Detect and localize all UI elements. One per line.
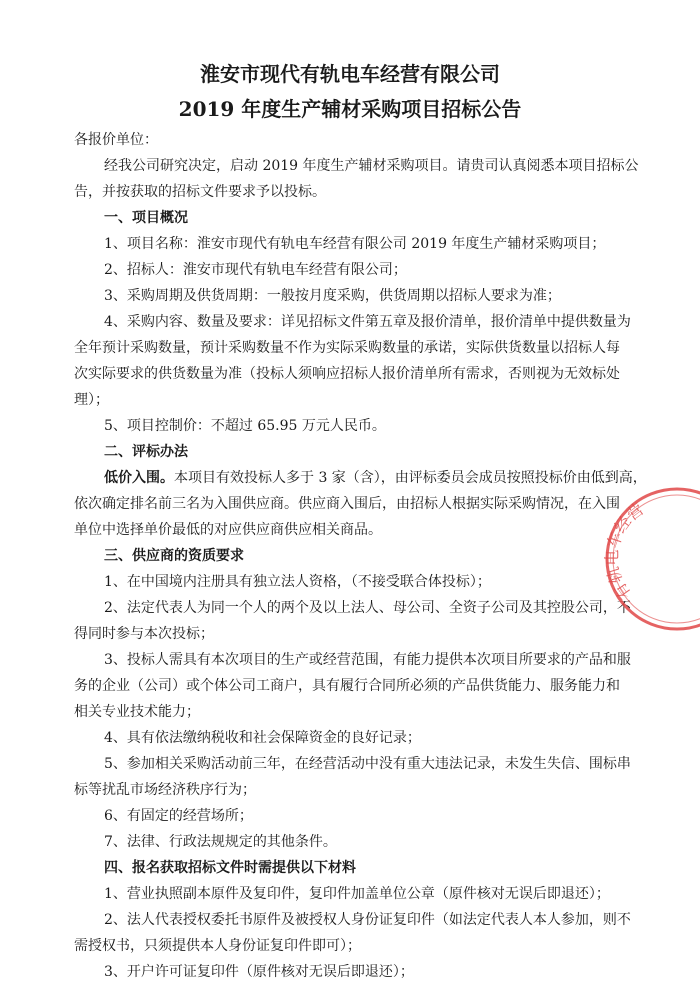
list-item: 3、采购周期及供货周期：一般按月度采购，供货周期以招标人要求为准； [104, 288, 561, 304]
document-subtitle: 2019 年度生产辅材采购项目招标公告 [178, 97, 522, 121]
list-item: 2、招标人：淮安市现代有轨电车经营有限公司； [104, 262, 407, 278]
list-item: 6、有固定的经营场所； [104, 808, 253, 824]
list-item: 5、参加相关采购活动前三年，在经营活动中没有重大违法记录，未发生失信、围标串 [104, 756, 631, 772]
list-item-continuation: 标等扰乱市场经济秩序行为； [74, 782, 256, 798]
document-title: 淮安市现代有轨电车经营有限公司 [200, 62, 500, 86]
seal-text: 有轨电车经营 [602, 499, 648, 604]
list-item: 3、开户许可证复印件（原件核对无误后即退还）； [104, 964, 414, 980]
salutation: 各报价单位： [74, 132, 158, 148]
list-item: 2、法人代表授权委托书原件及被授权人身份证复印件（如法定代表人本人参加，则不 [104, 912, 631, 928]
list-item-continuation: 次实际要求的供货数量为准（投标人须响应招标人报价清单所有需求，否则视为无效标处 [74, 366, 620, 382]
intro-line: 经我公司研究决定，启动 2019 年度生产辅材采购项目。请贵司认真阅悉本项目招标公 [104, 158, 639, 174]
list-item: 4、具有依法缴纳税收和社会保障资金的良好记录； [104, 730, 421, 746]
section-heading-3: 三、供应商的资质要求 [104, 548, 244, 564]
list-item: 1、营业执照副本原件及复印件，复印件加盖单位公章（原件核对无误后即退还）； [104, 886, 610, 902]
list-item: 4、采购内容、数量及要求：详见招标文件第五章及报价清单，报价清单中提供数量为 [104, 314, 631, 330]
list-item-continuation: 相关专业技术能力； [74, 704, 200, 720]
section-heading-4: 四、报名获取招标文件时需提供以下材料 [104, 860, 356, 876]
paragraph-line: 单位中选择单价最低的对应供应商供应相关商品。 [74, 522, 382, 538]
section-heading-1: 一、项目概况 [104, 210, 188, 226]
intro-line: 告，并按获取的招标文件要求予以投标。 [74, 184, 326, 200]
list-item-continuation: 得同时参与本次投标； [74, 626, 214, 642]
list-item-continuation: 全年预计采购数量，预计采购数量不作为实际采购数量的承诺，实际供货数量以招标人每 [74, 340, 620, 356]
list-item: 7、法律、行政法规规定的其他条件。 [104, 834, 337, 850]
list-item-continuation: 务的企业（公司）或个体公司工商户，具有履行合同所必须的产品供货能力、服务能力和 [74, 678, 620, 694]
list-item-continuation: 需授权书，只须提供本人身份证复印件即可）； [74, 938, 361, 954]
lead-phrase: 低价入围。 [104, 470, 174, 486]
svg-text:有轨电车经营 [602, 499, 647, 603]
list-item: 5、项目控制价：不超过 65.95 万元人民币。 [104, 418, 386, 434]
list-item: 1、在中国境内注册具有独立法人资格，（不接受联合体投标）； [104, 574, 491, 590]
paragraph-line: 依次确定排名前三名为入围供应商。供应商入围后，由招标人根据实际采购情况，在入围 [74, 496, 620, 512]
paragraph-line [104, 465, 647, 491]
list-item: 1、项目名称：淮安市现代有轨电车经营有限公司 2019 年度生产辅材采购项目； [104, 236, 606, 252]
list-item: 2、法定代表人为同一个人的两个及以上法人、母公司、全资子公司及其控股公司，不 [104, 600, 631, 616]
paragraph-text: 本项目有效投标人多于 3 家（含），由评标委员会成员按照投标价由低到高， [174, 470, 647, 486]
list-item-continuation: 理）； [74, 392, 109, 408]
company-seal [602, 484, 700, 634]
section-heading-2: 二、评标办法 [104, 444, 188, 460]
list-item: 3、投标人需具有本次项目的生产或经营范围，有能力提供本次项目所要求的产品和服 [104, 652, 631, 668]
